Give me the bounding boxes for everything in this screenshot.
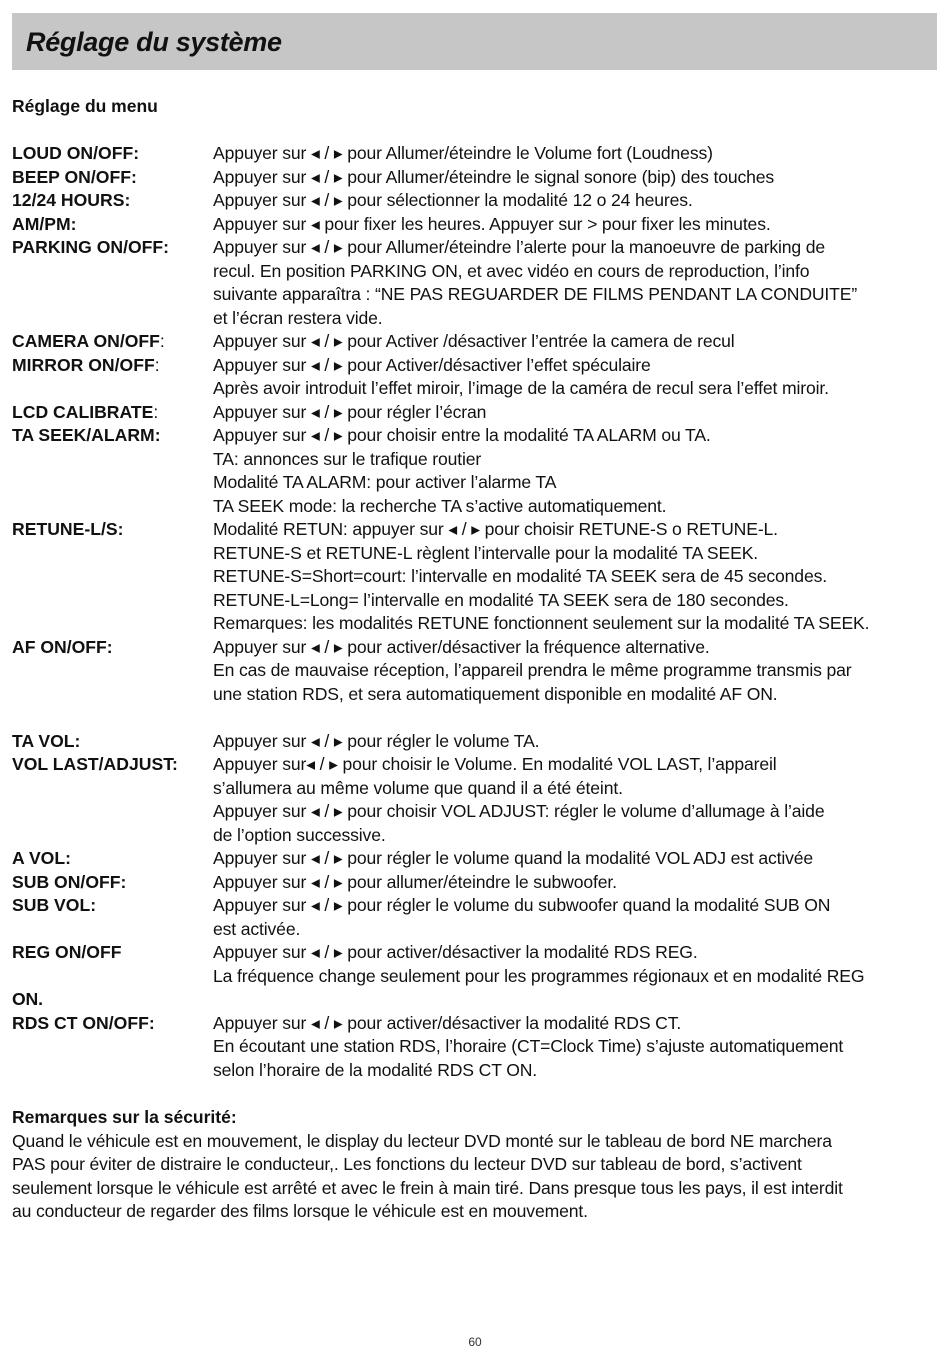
description-line: Appuyer sur ◂ / ▸ pour allumer/éteindre le subwoofer. bbox=[213, 871, 617, 892]
setting-description bbox=[213, 236, 942, 330]
description-line: selon l’horaire de la modalité RDS CT ON. bbox=[213, 1059, 538, 1080]
description-line: Appuyer sur ◂ / ▸ pour sélectionner la modalité 12 o 24 heures. bbox=[213, 190, 693, 210]
setting-description bbox=[213, 847, 942, 871]
description-line: Appuyer sur ◂ / ▸ pour régler le volume du subwoofer quand la modalité SUB ON bbox=[213, 895, 831, 915]
setting-term bbox=[12, 236, 213, 330]
setting-term bbox=[12, 518, 213, 636]
setting-term-label: SUB ON/OFF: bbox=[12, 871, 127, 892]
setting-description bbox=[213, 189, 942, 213]
setting-term-suffix: : bbox=[153, 401, 159, 422]
setting-term-label: A VOL: bbox=[12, 848, 71, 868]
setting-term bbox=[12, 354, 213, 401]
setting-description bbox=[213, 871, 942, 895]
setting-term bbox=[12, 871, 213, 895]
description-line: Appuyer sur ◂ / ▸ pour Activer/désactiver l’effet spéculaire bbox=[213, 354, 651, 375]
description-line: Après avoir introduit l’effet miroir, l’image de la caméra de recul sera l’effet miroir. bbox=[213, 378, 829, 398]
setting-term-label: LOUD ON/OFF: bbox=[12, 143, 140, 163]
description-line: RETUNE-L=Long= l’intervalle en modalité TA SEEK sera de 180 secondes. bbox=[213, 589, 789, 610]
description-line: Appuyer sur ◂ / ▸ pour choisir entre la modalité TA ALARM ou TA. bbox=[213, 425, 711, 445]
description-line: une station RDS, et sera automatiquement disponible en modalité AF ON. bbox=[213, 683, 778, 704]
description-line: Appuyer sur ◂ / ▸ pour Allumer/éteindre le signal sonore (bip) des touches bbox=[213, 166, 775, 187]
notes-line: PAS pour éviter de distraire le conducteur,. Les fonctions du lecteur DVD sur tableau de bord, s’activent bbox=[12, 1154, 802, 1174]
setting-description bbox=[213, 730, 942, 754]
setting-description bbox=[213, 941, 942, 988]
description-line: RETUNE-S=Short=court: l’intervalle en modalité TA SEEK sera de 45 secondes. bbox=[213, 566, 827, 586]
safety-notes-text bbox=[12, 1130, 942, 1224]
setting-row-loud-on-off bbox=[12, 142, 942, 166]
description-line: est activée. bbox=[213, 918, 301, 939]
description-line: Appuyer sur ◂ / ▸ pour régler l’écran bbox=[213, 401, 487, 422]
setting-row-sub-vol bbox=[12, 894, 942, 941]
page-title: Réglage du système bbox=[26, 27, 282, 57]
setting-row-mirror-on-off bbox=[12, 354, 942, 401]
setting-term bbox=[12, 753, 213, 847]
setting-row-ta-vol bbox=[12, 730, 942, 754]
description-line: RETUNE-S et RETUNE-L règlent l’intervalle pour la modalité TA SEEK. bbox=[213, 542, 759, 563]
setting-row-12-24-hours bbox=[12, 189, 942, 213]
setting-term-label: RDS CT ON/OFF: bbox=[12, 1012, 155, 1033]
description-line: Appuyer sur ◂ / ▸ pour activer/désactiver la modalité RDS REG. bbox=[213, 942, 698, 962]
setting-row-sub-on-off bbox=[12, 871, 942, 895]
setting-term bbox=[12, 636, 213, 707]
description-line: suivante apparaîtra : “NE PAS REGUARDER DE FILMS PENDANT LA CONDUITE” bbox=[213, 284, 858, 304]
setting-term bbox=[12, 166, 213, 190]
setting-description bbox=[213, 518, 942, 636]
description-line: Modalité TA ALARM: pour activer l’alarme TA bbox=[213, 472, 557, 492]
description-line: Appuyer sur ◂ / ▸ pour Activer /désactiver l’entrée la camera de recul bbox=[213, 331, 735, 351]
description-line: de l’option successive. bbox=[213, 824, 386, 845]
notes-line: au conducteur de regarder des films lorsque le véhicule est en mouvement. bbox=[12, 1201, 588, 1221]
safety-notes-title: Remarques sur la sécurité: bbox=[12, 1107, 237, 1127]
setting-description bbox=[213, 166, 942, 190]
setting-row-parking-on-off bbox=[12, 236, 942, 330]
description-line: Appuyer sur ◂ / ▸ pour régler le volume TA. bbox=[213, 730, 540, 751]
setting-row-beep-on-off bbox=[12, 166, 942, 190]
setting-term-label: PARKING ON/OFF: bbox=[12, 237, 170, 257]
setting-term-label: CAMERA ON/OFF bbox=[12, 331, 160, 351]
setting-description bbox=[213, 354, 942, 401]
setting-term-label: TA VOL: bbox=[12, 730, 81, 751]
setting-term bbox=[12, 330, 213, 354]
setting-term bbox=[12, 1012, 213, 1083]
description-line: Modalité RETUN: appuyer sur ◂ / ▸ pour choisir RETUNE-S o RETUNE-L. bbox=[213, 519, 778, 539]
description-line: Remarques: les modalités RETUNE fonctionnent seulement sur la modalité TA SEEK. bbox=[213, 613, 870, 633]
setting-term bbox=[12, 213, 213, 237]
setting-term-label: SUB VOL: bbox=[12, 895, 97, 915]
setting-description bbox=[213, 213, 942, 237]
setting-term-label: AF ON/OFF: bbox=[12, 636, 113, 657]
setting-term-label: MIRROR ON/OFF bbox=[12, 354, 155, 375]
setting-description bbox=[213, 894, 942, 941]
setting-term-suffix: : bbox=[154, 354, 160, 375]
setting-description bbox=[213, 142, 942, 166]
section-title: Réglage du menu bbox=[12, 96, 158, 116]
description-line: Appuyer sur ◂ / ▸ pour activer/désactiver la fréquence alternative. bbox=[213, 636, 710, 657]
setting-description bbox=[213, 636, 942, 707]
setting-description bbox=[213, 1012, 942, 1083]
description-line: Appuyer sur ◂ / ▸ pour Allumer/éteindre l’alerte pour la manoeuvre de parking de bbox=[213, 237, 826, 257]
setting-row-a-vol bbox=[12, 847, 942, 871]
description-line: La fréquence change seulement pour les programmes régionaux et en modalité REG bbox=[213, 965, 865, 986]
description-line: TA: annonces sur le trafique routier bbox=[213, 448, 482, 469]
safety-notes bbox=[12, 1106, 942, 1224]
setting-row-reg-on-off bbox=[12, 941, 942, 988]
description-line: En écoutant une station RDS, l’horaire (CT=Clock Time) s’ajuste automatiquement bbox=[213, 1036, 844, 1056]
page-header bbox=[12, 13, 937, 70]
description-line: Appuyer sur ◂ / ▸ pour activer/désactiver la modalité RDS CT. bbox=[213, 1012, 682, 1033]
description-line: Appuyer sur ◂ pour fixer les heures. Appuyer sur > pour fixer les minutes. bbox=[213, 213, 771, 234]
setting-row-af-on-off bbox=[12, 636, 942, 707]
description-line: s’allumera au même volume que quand il a été éteint. bbox=[213, 777, 623, 798]
setting-term-label: 12/24 HOURS: bbox=[12, 190, 131, 210]
description-line: et l’écran restera vide. bbox=[213, 307, 383, 328]
setting-term bbox=[12, 730, 213, 754]
setting-term bbox=[12, 941, 213, 988]
setting-description bbox=[213, 330, 942, 354]
setting-row-lcd-calibrate bbox=[12, 401, 942, 425]
setting-term bbox=[12, 847, 213, 871]
setting-term-label: BEEP ON/OFF: bbox=[12, 166, 137, 187]
setting-term-label: AM/PM: bbox=[12, 213, 77, 234]
setting-description bbox=[213, 753, 942, 847]
setting-row-retune-l-s bbox=[12, 518, 942, 636]
setting-row-am-pm bbox=[12, 213, 942, 237]
setting-term-label: TA SEEK/ALARM: bbox=[12, 425, 161, 445]
setting-term bbox=[12, 401, 213, 425]
description-line: Appuyer sur ◂ / ▸ pour choisir VOL ADJUST: régler le volume d’allumage à l’aide bbox=[213, 801, 825, 821]
notes-line: seulement lorsque le véhicule est arrêté et avec le frein à main tiré. Dans presque tous les pays, il est interdit bbox=[12, 1177, 843, 1198]
setting-term-label: REG ON/OFF bbox=[12, 942, 122, 962]
setting-term bbox=[12, 189, 213, 213]
setting-term bbox=[12, 424, 213, 518]
reg-term-continuation: ON. bbox=[12, 989, 43, 1009]
setting-term-label: VOL LAST/ADJUST: bbox=[12, 754, 178, 774]
setting-term bbox=[12, 894, 213, 941]
setting-description bbox=[213, 401, 942, 425]
setting-row-camera-on-off bbox=[12, 330, 942, 354]
setting-row-rds-ct-on-off bbox=[12, 1012, 942, 1083]
settings-list bbox=[12, 142, 942, 1082]
description-line: Appuyer sur◂ / ▸ pour choisir le Volume. En modalité VOL LAST, l’appareil bbox=[213, 754, 777, 774]
notes-line: Quand le véhicule est en mouvement, le display du lecteur DVD monté sur le tableau de bord NE marchera bbox=[12, 1130, 832, 1151]
description-line: Appuyer sur ◂ / ▸ pour Allumer/éteindre le Volume fort (Loudness) bbox=[213, 143, 713, 163]
setting-term-label: LCD CALIBRATE bbox=[12, 401, 154, 422]
description-line: Appuyer sur ◂ / ▸ pour régler le volume quand la modalité VOL ADJ est activée bbox=[213, 848, 814, 868]
description-line: recul. En position PARKING ON, et avec vidéo en cours de reproduction, l’info bbox=[213, 260, 810, 281]
setting-description bbox=[213, 424, 942, 518]
setting-term bbox=[12, 142, 213, 166]
description-line: En cas de mauvaise réception, l’appareil prendra le même programme transmis par bbox=[213, 660, 852, 680]
setting-row-ta-seek-alarm bbox=[12, 424, 942, 518]
setting-term-suffix: : bbox=[159, 331, 165, 351]
page-number: 60 bbox=[468, 1335, 482, 1349]
description-line: TA SEEK mode: la recherche TA s’active automatiquement. bbox=[213, 495, 667, 516]
setting-term-label: RETUNE-L/S: bbox=[12, 519, 124, 539]
setting-row-vol-last-adjust bbox=[12, 753, 942, 847]
